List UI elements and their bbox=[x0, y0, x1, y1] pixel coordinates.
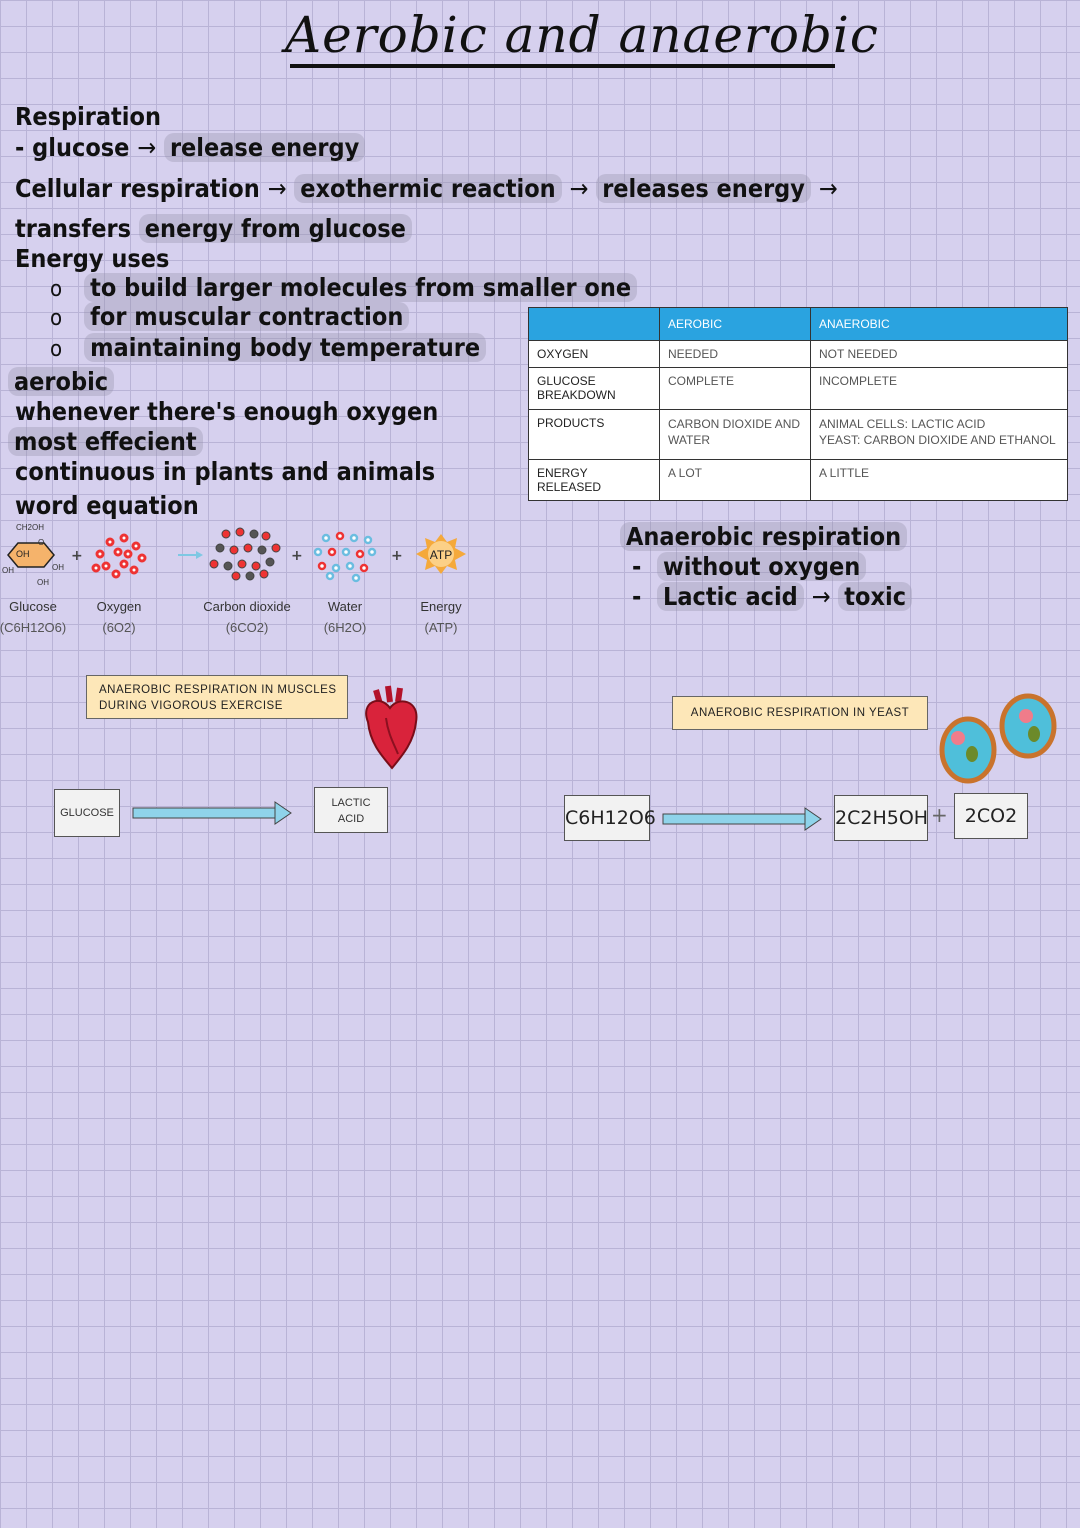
table-cell: COMPLETE bbox=[660, 368, 811, 410]
table-header-cell: AEROBIC bbox=[660, 308, 811, 341]
table-cell: CARBON DIOXIDE AND WATER bbox=[660, 410, 811, 460]
bullet-icon: o bbox=[50, 306, 63, 331]
transfers-rest: energy from glucose bbox=[139, 214, 412, 243]
bullet-icon: o bbox=[50, 277, 63, 302]
cellular-respiration-line bbox=[15, 176, 838, 201]
respiration-heading: Respiration bbox=[15, 102, 161, 131]
arrow-icon: → bbox=[267, 174, 287, 203]
water-molecule-icon bbox=[315, 533, 375, 581]
releases-energy: releases energy bbox=[596, 174, 811, 203]
glucose-oh-bottom-label: OH bbox=[37, 578, 49, 587]
glucose-line bbox=[15, 135, 365, 160]
glucose-oh-label: OH bbox=[16, 549, 30, 559]
table-row-label: PRODUCTS bbox=[529, 410, 660, 460]
table-header-cell: ANAEROBIC bbox=[811, 308, 1068, 341]
carbon-dioxide-molecule-icon bbox=[210, 528, 280, 580]
oxygen-molecule-icon bbox=[93, 535, 145, 577]
table-header-row bbox=[529, 308, 1068, 341]
use-item bbox=[50, 335, 486, 361]
equation-label: Carbon dioxide bbox=[203, 599, 291, 614]
page-title: Aerobic and anaerobic bbox=[285, 6, 879, 64]
equation-label: Water bbox=[327, 599, 363, 614]
anaerobic-point bbox=[632, 584, 912, 609]
plus-icon: + bbox=[931, 803, 948, 827]
table-row bbox=[529, 460, 1068, 501]
table-cell: INCOMPLETE bbox=[811, 368, 1068, 410]
most-efficient: most effecient bbox=[8, 429, 203, 454]
use-text: to build larger molecules from smaller one bbox=[84, 273, 637, 302]
muscles-label-line: ANAEROBIC RESPIRATION IN MUSCLES bbox=[99, 684, 337, 696]
energy-uses-heading: Energy uses bbox=[15, 244, 170, 273]
dash: - bbox=[632, 582, 642, 611]
plus-icon: + bbox=[291, 548, 303, 564]
carbon-dioxide-box: 2CO2 bbox=[954, 793, 1028, 839]
anaerobic-heading: Anaerobic respiration bbox=[620, 524, 907, 549]
equation-formula: (ATP) bbox=[424, 620, 458, 635]
arrow-icon: → bbox=[818, 174, 838, 203]
lactic-acid: Lactic acid bbox=[657, 582, 804, 611]
table-row-label: ENERGY RELEASED bbox=[529, 460, 660, 501]
plus-icon: + bbox=[391, 548, 403, 564]
table-cell: NEEDED bbox=[660, 341, 811, 368]
arrow-icon: → bbox=[569, 174, 589, 203]
table-cell: A LOT bbox=[660, 460, 811, 501]
heart-icon bbox=[358, 682, 424, 772]
word-equation-diagram bbox=[0, 518, 480, 598]
anaerobic-point bbox=[632, 554, 866, 579]
glucose-oh-right-label: OH bbox=[52, 563, 64, 572]
table-row-label: OXYGEN bbox=[529, 341, 660, 368]
yeast-arrow-icon bbox=[662, 806, 824, 832]
word-equation-heading: word equation bbox=[15, 491, 199, 520]
lactic-acid-box bbox=[314, 787, 388, 833]
without-oxygen: without oxygen bbox=[657, 552, 866, 581]
ethanol-box: 2C2H5OH bbox=[834, 795, 928, 841]
lactic-acid-line: ACID bbox=[337, 813, 365, 825]
muscles-label-box bbox=[86, 675, 348, 719]
comparison-table bbox=[528, 307, 1068, 501]
arrow-icon: → bbox=[137, 133, 157, 162]
table-row bbox=[529, 410, 1068, 460]
glucose-molecule-icon bbox=[2, 523, 64, 587]
release-energy: release energy bbox=[164, 133, 365, 162]
lactic-acid-line: LACTIC bbox=[331, 797, 371, 809]
table-row-label: GLUCOSE BREAKDOWN bbox=[529, 368, 660, 410]
equation-label: Glucose bbox=[9, 599, 57, 614]
transfers-line bbox=[15, 216, 412, 241]
use-item bbox=[50, 275, 637, 301]
bullet-icon: o bbox=[50, 337, 63, 362]
equation-formula: (6CO2) bbox=[225, 620, 269, 635]
glucose-prefix: - glucose bbox=[15, 133, 130, 162]
equation-formula: (6O2) bbox=[102, 620, 136, 635]
toxic: toxic bbox=[838, 582, 912, 611]
glucose-o-label: O bbox=[38, 538, 45, 547]
plus-icon: + bbox=[71, 548, 83, 564]
equation-label: Oxygen bbox=[96, 599, 142, 614]
glucose-oh-left-label: OH bbox=[2, 566, 14, 575]
transfers-prefix: transfers bbox=[15, 214, 131, 243]
equation-formula: (6H2O) bbox=[323, 620, 367, 635]
use-text: for muscular contraction bbox=[84, 302, 409, 331]
aerobic-heading: aerobic bbox=[8, 369, 114, 394]
yeast-cells-icon bbox=[936, 690, 1060, 786]
equation-formula: (C6H12O6) bbox=[0, 620, 67, 635]
table-row bbox=[529, 341, 1068, 368]
table-header-cell bbox=[529, 308, 660, 341]
enough-oxygen: whenever there's enough oxygen bbox=[15, 397, 439, 426]
atp-label: ATP bbox=[429, 548, 453, 562]
table-cell: NOT NEEDED bbox=[811, 341, 1068, 368]
yeast-reactant-box: C6H12O6 bbox=[564, 795, 650, 841]
use-item bbox=[50, 304, 409, 330]
arrow-icon: → bbox=[811, 582, 831, 611]
dash: - bbox=[632, 552, 642, 581]
reaction-arrow-icon bbox=[178, 551, 203, 559]
glucose-ch2oh-label: CH2OH bbox=[16, 523, 45, 532]
equation-label: Energy bbox=[420, 599, 462, 614]
muscles-label-line: DURING VIGOROUS EXERCISE bbox=[99, 700, 283, 712]
use-text: maintaining body temperature bbox=[84, 333, 486, 362]
continuous: continuous in plants and animals bbox=[15, 457, 436, 486]
glucose-box: GLUCOSE bbox=[54, 789, 120, 837]
title-underline bbox=[290, 64, 835, 68]
table-cell: A LITTLE bbox=[811, 460, 1068, 501]
muscles-arrow-icon bbox=[132, 800, 294, 826]
yeast-label-box: ANAEROBIC RESPIRATION IN YEAST bbox=[672, 696, 928, 730]
table-cell: ANIMAL CELLS: LACTIC ACID YEAST: CARBON DIOXIDE AND ETHANOL bbox=[811, 410, 1068, 460]
exothermic-reaction: exothermic reaction bbox=[294, 174, 561, 203]
atp-energy-icon bbox=[416, 534, 466, 574]
cellular-respiration: Cellular respiration bbox=[15, 174, 260, 203]
table-row bbox=[529, 368, 1068, 410]
